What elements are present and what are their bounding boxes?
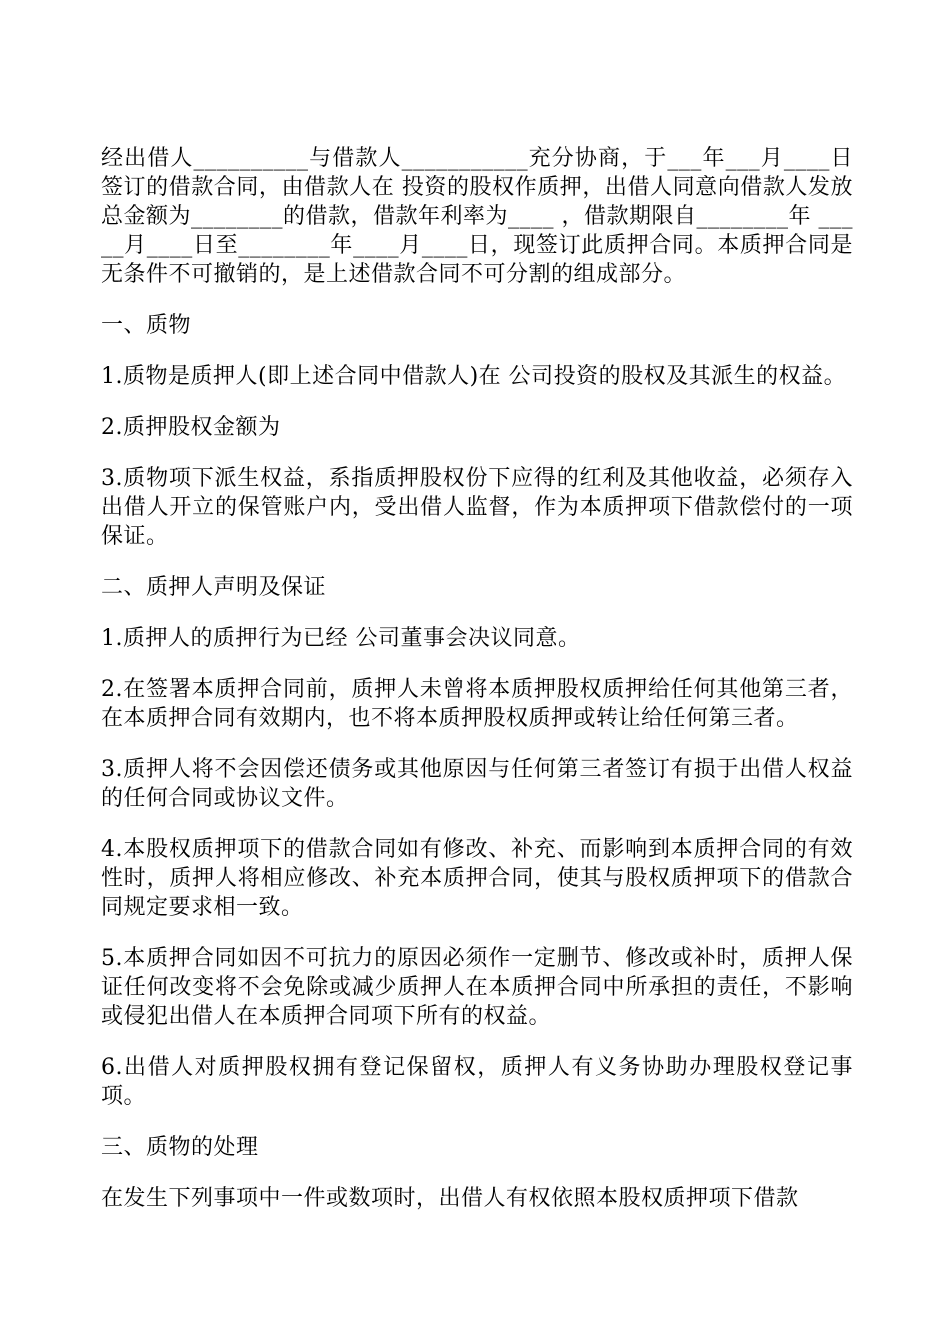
- clause-1-2: 2.质押股权金额为: [101, 415, 281, 440]
- clause-2-2: 2.在签署本质押合同前，质押人未曾将本质押股权质押给任何其他第三者，在本质押合同有效期内，也不将本质押股权质押或转让给任何第三者。: [101, 677, 853, 731]
- clause-2-4: 4.本股权质押项下的借款合同如有修改、补充、而影响到本质押合同的有效性时，质押人将相应修改、补充本质押合同，使其与股权质押项下的借款合同规定要求相一致。: [101, 837, 853, 920]
- intro-paragraph: 经出借人__________与借款人___________充分协商，于___年___月____日签订的借款合同，由借款人在 投资的股权作质押，出借人同意向借款人发放总金额为________的借款，借款年利率为____ ，借款期限自________年 _____月____日至________年____月____日，现签订此质押合同。本质押合同是无条件不可撤销的，是上述借款合同不可分割的组成部分。: [101, 146, 853, 287]
- clause-2-3: 3.质押人将不会因偿还债务或其他原因与任何第三者签订有损于出借人权益的任何合同或协议文件。: [101, 757, 853, 811]
- clause-3-intro: 在发生下列事项中一件或数项时，出借人有权依照本股权质押项下借款: [101, 1186, 799, 1211]
- clause-2-5: 5.本质押合同如因不可抗力的原因必须作一定删节、修改或补时，质押人保证任何改变将不会免除或减少质押人在本质押合同中所承担的责任，不影响或侵犯出借人在本质押合同项下所有的权益。: [101, 946, 853, 1029]
- section-heading-disposal: 三、质物的处理: [101, 1135, 259, 1160]
- clause-1-3: 3.质物项下派生权益，系指质押股权份下应得的红利及其他收益，必须存入出借人开立的保管账户内，受出借人监督，作为本质押项下借款偿付的一项保证。: [101, 466, 853, 549]
- clause-1-1: 1.质物是质押人(即上述合同中借款人)在 公司投资的股权及其派生的权益。: [101, 364, 847, 389]
- section-heading-pledgor-statements: 二、质押人声明及保证: [101, 575, 327, 600]
- document-body: [101, 144, 853, 1235]
- clause-2-1: 1.质押人的质押行为已经 公司董事会决议同意。: [101, 626, 581, 651]
- clause-2-6: 6.出借人对质押股权拥有登记保留权，质押人有义务协助办理股权登记事项。: [101, 1055, 853, 1109]
- section-heading-pledged-property: 一、质物: [101, 313, 192, 338]
